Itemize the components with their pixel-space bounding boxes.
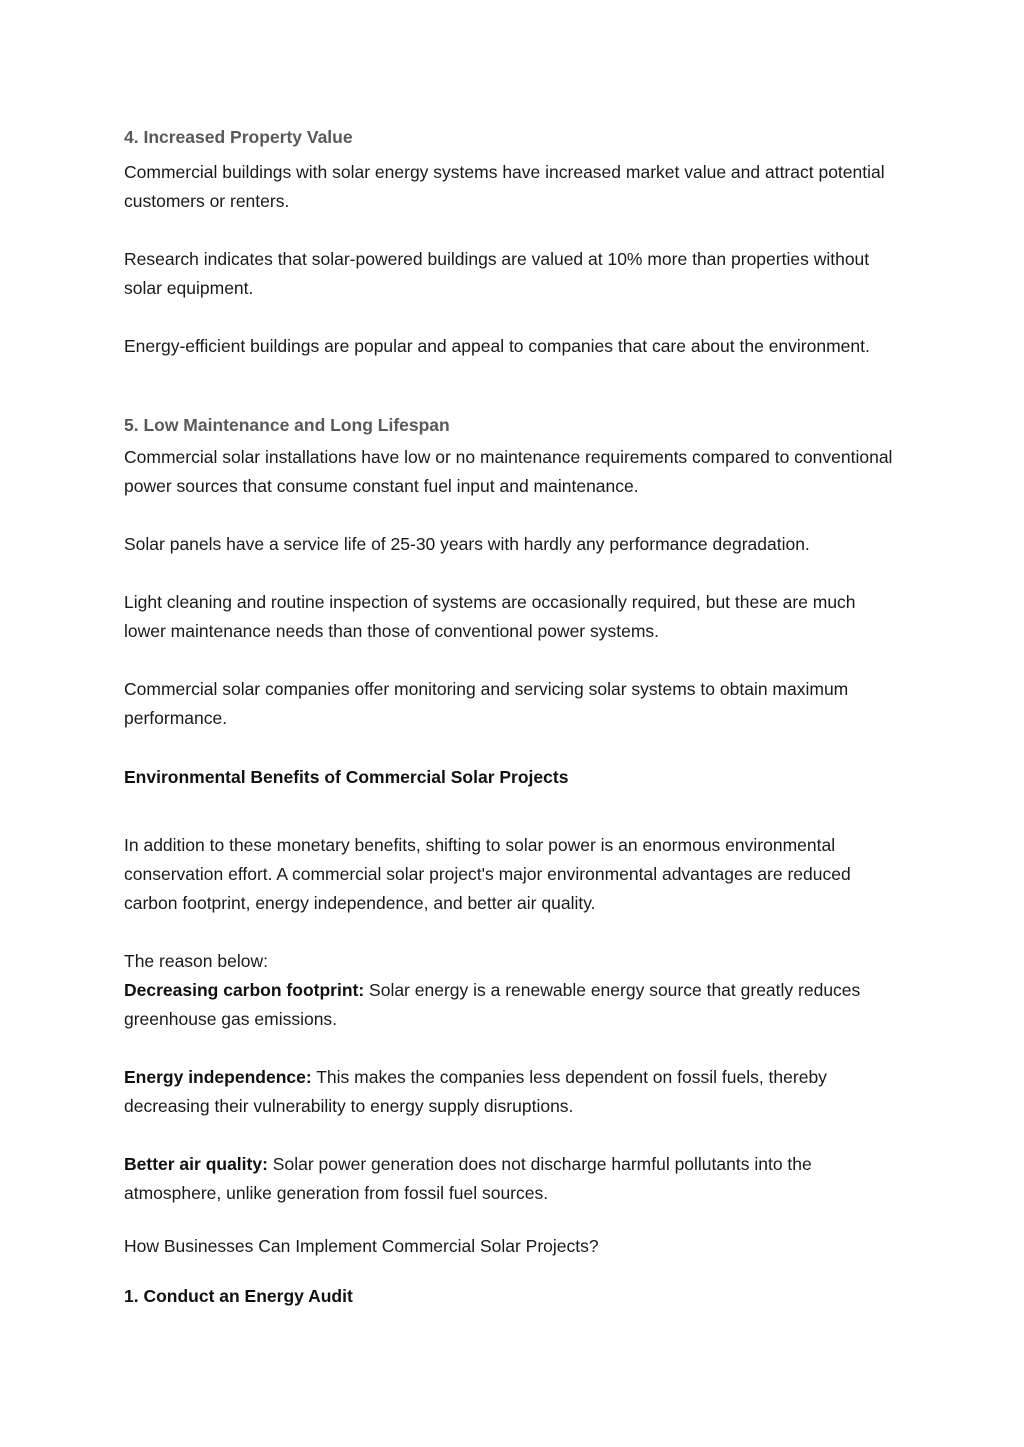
section-heading-energy-audit: 1. Conduct an Energy Audit [124, 1286, 353, 1306]
benefit-label: Energy independence: [124, 1067, 312, 1087]
section-heading-property-value: 4. Increased Property Value [124, 127, 353, 147]
paragraph: Solar panels have a service life of 25-30 years with hardly any performance degradation. [124, 534, 810, 554]
paragraph-implement-question: How Businesses Can Implement Commercial Solar Projects? [124, 1236, 599, 1256]
benefit-item-energy-independence [124, 1063, 894, 1121]
paragraph: Commercial solar companies offer monitoring and servicing solar systems to obtain maximum performance. [124, 679, 849, 728]
benefit-text: This makes the companies less dependent on fossil fuels, thereby decreasing their vulnerability to energy supply disruptions. [124, 1067, 827, 1116]
section-heading-environmental-benefits: Environmental Benefits of Commercial Solar Projects [124, 767, 569, 787]
benefit-text: Solar power generation does not discharge harmful pollutants into the atmosphere, unlike generation from fossil fuel sources. [124, 1154, 812, 1203]
benefit-item-carbon-footprint [124, 976, 894, 1034]
paragraph: In addition to these monetary benefits, shifting to solar power is an enormous environmental conservation effort. A commercial solar project's major environmental advantages are reduced carbon footprint, energy independence, and better air quality. [124, 835, 851, 913]
benefit-item-air-quality [124, 1150, 894, 1208]
paragraph: Light cleaning and routine inspection of systems are occasionally required, but these are much lower maintenance needs than those of conventional power systems. [124, 592, 856, 641]
benefit-text: Solar energy is a renewable energy source that greatly reduces greenhouse gas emissions. [124, 980, 861, 1029]
section-heading-low-maintenance: 5. Low Maintenance and Long Lifespan [124, 415, 450, 435]
paragraph: Commercial solar installations have low or no maintenance requirements compared to conventional power sources that consume constant fuel input and maintenance. [124, 447, 893, 496]
paragraph: Commercial buildings with solar energy systems have increased market value and attract potential customers or renters. [124, 162, 885, 211]
benefit-label: Decreasing carbon footprint: [124, 980, 365, 1000]
paragraph-reason: The reason below: [124, 951, 268, 971]
paragraph: Research indicates that solar-powered buildings are valued at 10% more than properties without solar equipment. [124, 249, 870, 298]
benefit-label: Better air quality: [124, 1154, 268, 1174]
paragraph: Energy-efficient buildings are popular and appeal to companies that care about the environment. [124, 336, 870, 356]
